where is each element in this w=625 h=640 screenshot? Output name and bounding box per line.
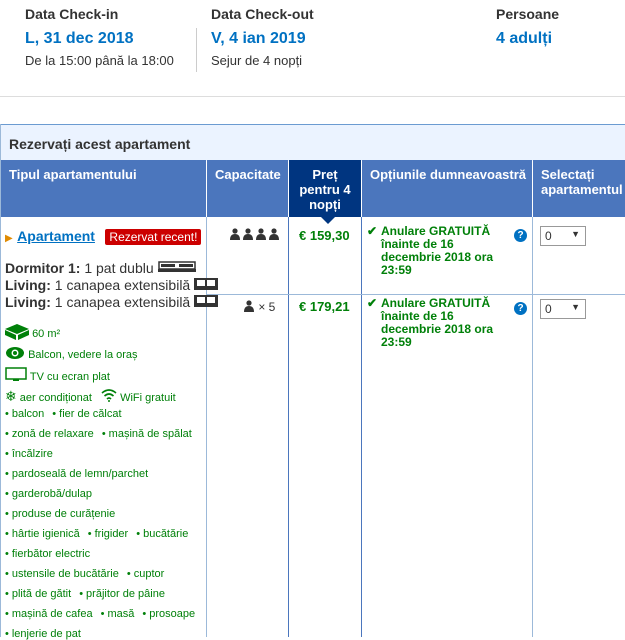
room-quantity-select[interactable] [540,226,586,246]
bullet-icon: • [5,568,9,580]
double-bed-icon [158,260,196,274]
facility-text: prosoape [149,608,196,620]
view-row [5,346,138,361]
capacity-four-adults [229,228,281,244]
facility-item [88,528,128,540]
facility-text: cuptor [133,568,165,580]
col-divider [288,217,289,637]
bullet-icon: • [5,408,9,420]
bullet-icon: • [5,528,9,540]
ac-wifi-row [5,388,176,405]
facility-text: pardoseală de lemn/parchet [11,468,149,480]
info-question-icon[interactable]: ? [514,229,527,242]
facility-item [79,588,165,600]
sofa-bed-icon [194,294,218,308]
tv-row [5,367,110,383]
col-divider [532,217,533,637]
chevron-down-icon: ▼ [571,302,580,312]
facility-line [5,568,164,580]
facility-item [5,628,81,640]
row-divider [207,294,625,295]
apartment-name-link[interactable]: Apartament [17,228,95,244]
tv-text: TV cu ecran plat [29,371,110,383]
booking-section [0,124,625,640]
facility-item [5,428,94,440]
free-cancel-label: Anulare GRATUITĂ [381,224,491,238]
section-title-text: Rezervați acest apartament [9,136,191,152]
cancel-deadline: înainte de 16 decembrie 2018 ora 23:59 [381,309,494,349]
facility-text: fier de călcat [59,408,122,420]
facility-text: încălzire [11,448,53,460]
facility-line [5,448,53,460]
bullet-icon: • [5,548,9,560]
area-row [5,324,60,340]
checkout-nights: Sejur de 4 nopți [211,53,303,68]
facility-line [5,428,192,440]
bullet-icon: • [5,448,9,460]
person-icon [243,300,255,313]
capacity-five-adults [243,300,275,314]
bullet-icon: • [5,608,9,620]
facility-item [5,548,90,560]
header-select-label: Selectați apartamentul [541,167,623,197]
section-title [1,124,625,161]
person-group-icon [229,228,281,241]
header-capacity-label: Capacitate [215,167,281,182]
facility-line [5,548,90,560]
facility-text: produse de curățenie [11,508,116,520]
bullet-icon: • [5,508,9,520]
facility-item [142,608,195,620]
facility-item [5,448,53,460]
checkout-date[interactable]: V, 4 ian 2019 [211,30,306,47]
facility-item [5,468,148,480]
header-options [362,160,532,217]
size-cube-icon [5,324,29,340]
tv-icon [5,367,27,382]
facility-item [5,488,92,500]
bullet-icon: • [5,468,9,480]
facility-line [5,628,81,640]
facility-item [102,428,192,440]
checkin-date[interactable]: L, 31 dec 2018 [25,30,134,47]
stay-summary [0,0,625,97]
capacity-count: × 5 [258,300,276,314]
facility-item [5,588,71,600]
checkin-hours: De la 15:00 până la 18:00 [25,53,174,68]
facility-text: prăjitor de pâine [86,588,165,600]
facility-item [127,568,164,580]
info-question-icon[interactable]: ? [514,302,527,315]
guests-label: Persoane [496,6,560,22]
facility-item [5,608,93,620]
chevron-down-icon: ▼ [571,229,580,239]
checkin-label: Data Check-in [25,6,119,22]
bed-type: 1 canapea extensibilă [54,277,191,293]
bullet-icon: • [79,588,84,600]
room-name: Dormitor 1: [5,260,81,276]
facility-text: bucătărie [143,528,189,540]
facility-line [5,508,115,520]
facility-text: zonă de relaxare [11,428,94,440]
facility-line [5,528,188,540]
row-price: € 159,30 [299,228,350,243]
header-price-label: Preț pentru 4 nopți [299,167,351,212]
facility-text: ustensile de bucătărie [11,568,119,580]
facility-item [5,408,44,420]
facility-text: mașină de cafea [11,608,93,620]
bullet-icon: • [101,428,106,440]
wifi-text: WiFi gratuit [120,392,176,404]
facility-item [5,508,115,520]
check-icon: ✔ [367,296,378,310]
checkout-label: Data Check-out [211,6,314,22]
bullet-icon: • [52,408,57,420]
col-divider [361,217,362,637]
select-value: 0 [545,302,552,316]
snowflake-icon: ❄ [5,388,17,404]
facility-line [5,468,148,480]
bullet-icon: • [5,428,9,440]
bed-line-1 [5,260,196,276]
facility-text: plită de gătit [11,588,72,600]
facility-text: balcon [11,408,45,420]
facility-line [5,488,92,500]
area-value: 60 m² [32,328,61,340]
caret-right-icon: ▶ [5,233,13,244]
ac-text: aer condiționat [19,392,92,404]
check-icon: ✔ [367,224,378,238]
room-name: Living: [5,294,51,310]
bed-type: 1 pat dublu [84,260,154,276]
bed-line-2 [5,277,218,293]
cancel-deadline: înainte de 16 decembrie 2018 ora 23:59 [381,237,494,277]
bullet-icon: • [142,608,147,620]
apartment-title-row [5,228,201,246]
cancellation-option [367,224,519,277]
view-eye-icon [5,346,25,360]
header-capacity [207,160,288,217]
header-options-label: Opțiunile dumneavoastră [370,167,527,182]
facility-text: mașină de spălat [108,428,192,440]
bed-line-3 [5,294,218,310]
facility-line [5,408,122,420]
guests-value[interactable]: 4 adulți [496,30,553,47]
bullet-icon: • [5,628,9,640]
facility-text: hârtie igienică [11,528,80,540]
facility-text: fierbător electric [11,548,91,560]
bullet-icon: • [100,608,105,620]
wifi-icon [101,389,117,402]
bullet-icon: • [5,488,9,500]
select-value: 0 [545,229,552,243]
header-select [533,160,625,217]
facility-text: lenjerie de pat [11,628,81,640]
header-price [289,160,361,217]
header-type-label: Tipul apartamentului [9,167,137,182]
facility-text: garderobă/dulap [11,488,92,500]
room-quantity-select[interactable] [540,299,586,319]
facility-item [52,408,121,420]
facility-item [5,568,119,580]
free-cancel-label: Anulare GRATUITĂ [381,296,491,310]
sofa-bed-icon [194,277,218,291]
recent-booking-badge: Rezervat recent! [105,229,201,245]
bullet-icon: • [136,528,141,540]
facility-text: frigider [94,528,129,540]
divider [196,28,197,72]
bed-type: 1 canapea extensibilă [54,294,191,310]
facility-line [5,608,195,620]
bullet-icon: • [87,528,92,540]
facility-line [5,588,165,600]
cancellation-option [367,296,519,349]
balcony-view-text: Balcon, vedere la oraș [28,349,138,361]
facility-item [5,528,80,540]
room-name: Living: [5,277,51,293]
facility-item [101,608,135,620]
header-type [1,160,206,217]
bullet-icon: • [126,568,131,580]
bullet-icon: • [5,588,9,600]
facility-item [136,528,188,540]
facility-text: masă [107,608,135,620]
row-price: € 179,21 [299,299,350,314]
